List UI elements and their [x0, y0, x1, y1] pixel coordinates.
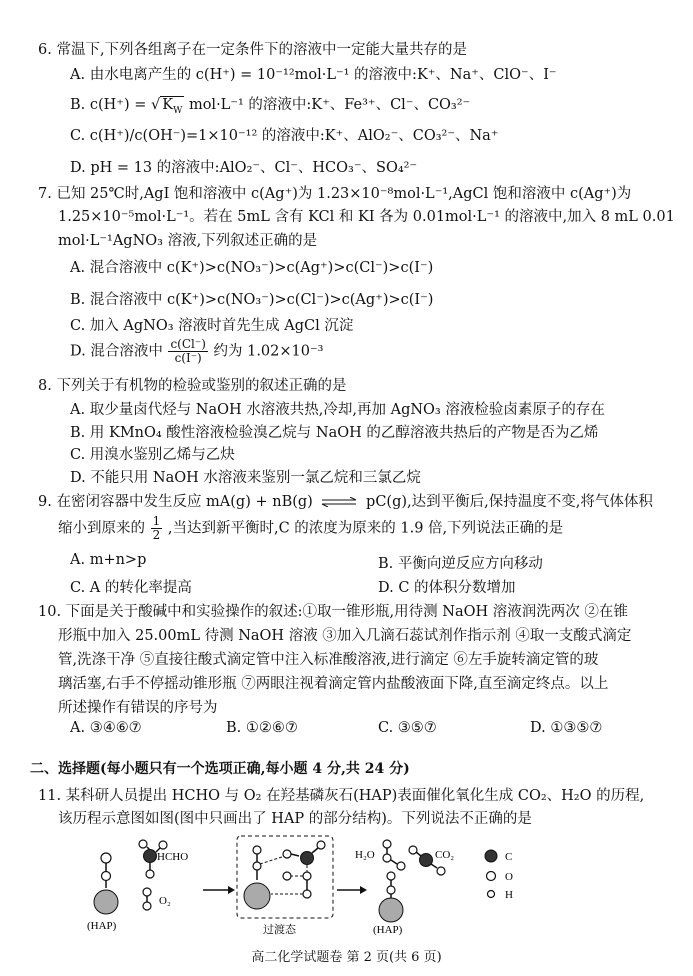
oxygen-legend-icon — [487, 872, 496, 881]
q6-option-b — [70, 93, 470, 114]
q10-line4: 璃活塞,右手不停摇动锥形瓶 ⑦两眼注视着滴定管内盐酸液面下降,直至滴定终点。以上 — [58, 676, 609, 692]
q7-fraction-den: c(I⁻) — [174, 351, 202, 365]
o-atom-icon — [102, 872, 111, 881]
q9-fraction — [151, 515, 163, 542]
q9-line2 — [58, 515, 563, 542]
q10-line3: 管,洗涤干净 ⑤直接往酸式滴定管中注入标准酸溶液,进行滴定 ⑥左手旋转滴定管的玻 — [58, 652, 599, 668]
q8-stem: 8. 下列关于有机物的检验或鉴别的叙述正确的是 — [38, 378, 347, 394]
q7-fraction-num: c(Cl⁻) — [170, 337, 206, 351]
carbon-legend-icon — [485, 850, 497, 862]
reaction-mechanism-diagram — [85, 832, 555, 938]
legend-o-label: O — [505, 871, 513, 883]
h2o-molecule — [383, 840, 405, 870]
legend-c-label: C — [505, 851, 513, 863]
q9-option-a: A. m+n>p — [70, 552, 147, 568]
q6-kw: K — [162, 97, 174, 113]
q10-line5: 所述操作有错误的序号为 — [58, 700, 218, 716]
h-atom-icon — [101, 853, 111, 863]
q6-option-b-post: mol·L⁻¹ 的溶液中:K⁺、Fe³⁺、Cl⁻、CO₃²⁻ — [184, 97, 471, 113]
q7-line1: 7. 已知 25℃时,AgI 饱和溶液中 c(Ag⁺)为 1.23×10⁻⁸mol·L⁻¹,AgCl 饱和溶液中 c(Ag⁺)为 — [38, 186, 632, 202]
q6-option-b-sqrt: $K_W$ — [162, 97, 183, 116]
q6-option-d: D. pH = 13 的溶液中:AlO₂⁻、Cl⁻、HCO₃⁻、SO₄²⁻ — [70, 160, 418, 176]
co2-label: CO₂ — [435, 849, 455, 861]
q8-option-a: A. 取少量卤代烃与 NaOH 水溶液共热,冷却,再加 AgNO₃ 溶液检验卤素原子的存在 — [70, 402, 605, 418]
arrow-right-icon — [203, 886, 235, 894]
q9-option-d: D. C 的体积分数增加 — [378, 580, 516, 596]
hap-atom-icon — [379, 898, 403, 922]
q10-option-c: C. ③⑤⑦ — [378, 720, 437, 736]
q6-option-c: C. c(H⁺)/c(OH⁻)=1×10⁻¹² 的溶液中:K⁺、AlO₂⁻、CO₃²⁻、Na⁺ — [70, 128, 499, 144]
hap-left-label: (HAP) — [87, 920, 117, 932]
hcho-label: HCHO — [157, 851, 189, 863]
q11-line2: 该历程示意图如图(图中只画出了 HAP 的部分结构)。下列说法不正确的是 — [58, 811, 532, 827]
q8-option-d: D. 不能只用 NaOH 水溶液来鉴别一氯乙烷和三氯乙烷 — [70, 470, 421, 486]
q10-option-a: A. ③④⑥⑦ — [70, 720, 142, 736]
legend-h-label: H — [505, 889, 513, 901]
o2-molecule — [143, 888, 151, 910]
q7-option-b: B. 混合溶液中 c(K⁺)>c(NO₃⁻)>c(Cl⁻)>c(Ag⁺)>c(I⁻) — [70, 292, 434, 308]
q8-option-c: C. 用溴水鉴别乙烯与乙炔 — [70, 447, 235, 463]
section-heading: 二、选择题(每小题只有一个选项正确,每小题 4 分,共 24 分) — [30, 761, 410, 777]
q10-option-d: D. ①③⑤⑦ — [530, 720, 603, 736]
q6-option-b-pre: B. c(H⁺) = — [70, 97, 151, 113]
q7-fraction — [168, 338, 207, 365]
transition-state-label: 过渡态 — [263, 924, 296, 936]
hap-atom-icon — [244, 883, 270, 909]
q9-fraction-den: 2 — [152, 528, 161, 542]
sqrt-symbol: √ — [150, 97, 161, 113]
q9-line1 — [38, 490, 653, 511]
o2-label: O₂ — [159, 895, 171, 907]
page-footer: 高二化学试题卷 第 2 页(共 6 页) — [251, 950, 442, 965]
hap-atom-icon — [94, 890, 118, 914]
q9-option-b: B. 平衡向逆反应方向移动 — [378, 556, 543, 572]
q7-option-d-pre: D. 混合溶液中 — [70, 343, 163, 360]
q7-option-a: A. 混合溶液中 c(K⁺)>c(NO₃⁻)>c(Ag⁺)>c(Cl⁻)>c(I⁻) — [70, 260, 434, 276]
hap-right-structure — [379, 872, 403, 922]
q10-line2: 形瓶中加入 25.00mL 待测 NaOH 溶液 ③加入几滴石蕊试剂作指示剂 ④取一支酸式滴定 — [58, 628, 632, 644]
q6-stem: 6. 常温下,下列各组离子在一定条件下的溶液中一定能大量共存的是 — [38, 42, 468, 58]
q7-option-d-post: 约为 1.02×10⁻³ — [213, 343, 324, 360]
q9-option-c: C. A 的转化率提高 — [70, 580, 192, 596]
q8-option-b: B. 用 KMnO₄ 酸性溶液检验溴乙烷与 NaOH 的乙醇溶液共热后的产物是否为乙烯 — [70, 425, 599, 441]
q7-option-d — [70, 338, 323, 365]
transition-state-structure — [244, 841, 325, 909]
arrow-right-icon — [337, 886, 367, 894]
atom-legend — [485, 850, 513, 901]
q10-line1: 10. 下面是关于酸碱中和实验操作的叙述:①取一锥形瓶,用待测 NaOH 溶液润洗两次 ②在锥 — [38, 604, 628, 620]
q9-line1-pre: 9. 在密闭容器中发生反应 mA(g) + nB(g) — [38, 494, 313, 510]
q9-fraction-num: 1 — [152, 514, 161, 528]
q7-line3: mol·L⁻¹AgNO₃ 溶液,下列叙述正确的是 — [58, 233, 318, 249]
q6-option-a: A. 由水电离产生的 c(H⁺) = 10⁻¹²mol·L⁻¹ 的溶液中:K⁺、Na⁺、ClO⁻、I⁻ — [70, 67, 557, 83]
q11-line1: 11. 某科研人员提出 HCHO 与 O₂ 在羟基磷灰石(HAP)表面催化氧化生成 CO₂、H₂O 的历程, — [38, 788, 645, 804]
hap-left-structure — [94, 853, 118, 914]
hydrogen-legend-icon — [488, 891, 495, 898]
q9-line2-pre: 缩小到原来的 — [58, 520, 145, 537]
equilibrium-arrow-icon — [320, 497, 358, 507]
hap-right-label: (HAP) — [373, 924, 403, 936]
q7-line2: 1.25×10⁻⁵mol·L⁻¹。若在 5mL 含有 KCl 和 KI 各为 0.01mol·L⁻¹ 的溶液中,加入 8 mL 0.01 — [58, 209, 675, 225]
h2o-label: H₂O — [355, 849, 375, 861]
q9-line1-post: pC(g),达到平衡后,保持温度不变,将气体体积 — [366, 494, 653, 510]
q7-option-c: C. 加入 AgNO₃ 溶液时首先生成 AgCl 沉淀 — [70, 318, 354, 334]
q9-line2-post: ,当达到新平衡时,C 的浓度为原来的 1.9 倍,下列说法正确的是 — [167, 520, 564, 537]
q10-option-b: B. ①②⑥⑦ — [226, 720, 298, 736]
